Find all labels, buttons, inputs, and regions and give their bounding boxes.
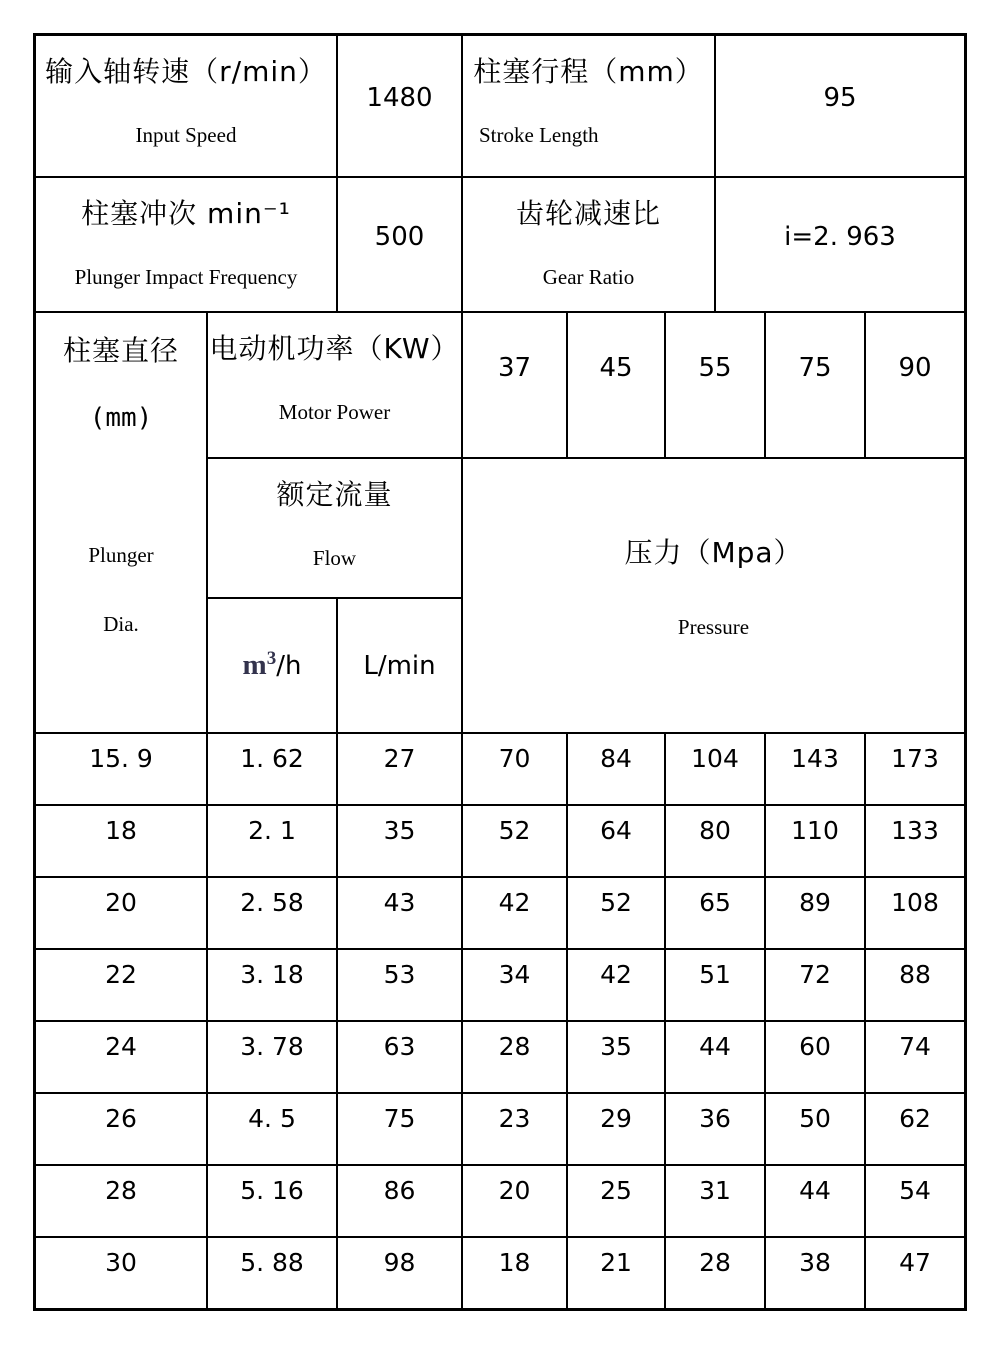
plunger-dia-label-zh: 柱塞直径 (62, 334, 179, 367)
pressure-value: 23 (462, 1093, 567, 1165)
table-row (35, 877, 965, 949)
pressure-header-cell (462, 458, 965, 733)
flow-m3h-value: 1. 62 (207, 733, 337, 805)
flow-unit-m3h (207, 598, 337, 733)
flow-m3h-value: 5. 16 (207, 1165, 337, 1237)
plunger-dia-value: 20 (35, 877, 207, 949)
pressure-value: 50 (765, 1093, 865, 1165)
pressure-value: 89 (765, 877, 865, 949)
flow-unit-m3h-rest: /h (276, 651, 302, 681)
pressure-value: 44 (665, 1021, 765, 1093)
input-speed-label-en: Input Speed (135, 123, 237, 147)
stroke-length-label-zh: 柱塞行程（mm） (473, 55, 704, 88)
input-speed-label-cell (35, 35, 337, 177)
pressure-value: 21 (567, 1237, 665, 1309)
plunger-dia-value: 28 (35, 1165, 207, 1237)
stroke-length-value-cell (715, 35, 965, 177)
flow-lmin-value: 27 (337, 733, 462, 805)
performance-table (34, 313, 966, 1310)
input-speed-label-zh: 输入轴转速（r/min） (45, 55, 327, 88)
flow-lmin-value: 86 (337, 1165, 462, 1237)
flow-m3h-value: 3. 78 (207, 1021, 337, 1093)
flow-unit-m3h-base: m (242, 649, 267, 681)
pressure-value: 54 (865, 1165, 965, 1237)
plunger-dia-value: 24 (35, 1021, 207, 1093)
pressure-value: 29 (567, 1093, 665, 1165)
plunger-dia-unit: (mm) (89, 403, 153, 433)
pressure-value: 74 (865, 1021, 965, 1093)
header-row-motor-power (35, 313, 965, 458)
flow-lmin-value: 75 (337, 1093, 462, 1165)
motor-power-value: 55 (698, 353, 732, 383)
flow-m3h-value: 5. 88 (207, 1237, 337, 1309)
flow-label-zh: 额定流量 (276, 478, 393, 511)
table-outer-border (33, 33, 967, 1311)
flow-lmin-value: 35 (337, 805, 462, 877)
table-row (35, 805, 965, 877)
motor-power-value: 90 (898, 353, 932, 383)
pressure-value: 44 (765, 1165, 865, 1237)
pressure-value: 20 (462, 1165, 567, 1237)
flow-lmin-value: 43 (337, 877, 462, 949)
pressure-label-en: Pressure (677, 615, 750, 639)
plunger-dia-label-en-1: Plunger (88, 543, 154, 567)
plunger-dia-label-en-2: Dia. (103, 612, 139, 636)
pressure-value: 42 (567, 949, 665, 1021)
pressure-value: 25 (567, 1165, 665, 1237)
pressure-label-zh: 压力（Mpa） (624, 536, 803, 569)
pressure-value: 42 (462, 877, 567, 949)
flow-m3h-value: 4. 5 (207, 1093, 337, 1165)
gear-ratio-label-en: Gear Ratio (542, 265, 635, 289)
pressure-value: 70 (462, 733, 567, 805)
pressure-value: 18 (462, 1237, 567, 1309)
flow-m3h-value: 2. 1 (207, 805, 337, 877)
input-speed-value-cell (337, 35, 462, 177)
stroke-length-value: 95 (823, 83, 857, 113)
motor-power-value-cell (765, 313, 865, 458)
plunger-frequency-value: 500 (374, 221, 425, 252)
spec-table (34, 34, 966, 313)
motor-power-value-cell (865, 313, 965, 458)
pressure-value: 104 (665, 733, 765, 805)
motor-power-value-cell (567, 313, 665, 458)
table-row (35, 949, 965, 1021)
pressure-value: 34 (462, 949, 567, 1021)
flow-unit-lmin-label: L/min (363, 650, 436, 681)
pressure-value: 36 (665, 1093, 765, 1165)
flow-label-en: Flow (312, 546, 357, 570)
flow-unit-m3h-superscript: 3 (266, 648, 277, 669)
flow-m3h-value: 3. 18 (207, 949, 337, 1021)
motor-power-label-cell (207, 313, 462, 458)
flow-label-cell (207, 458, 462, 598)
motor-power-label-en: Motor Power (278, 400, 391, 424)
pressure-value: 28 (665, 1237, 765, 1309)
motor-power-value: 75 (798, 353, 832, 383)
plunger-frequency-value-cell (337, 177, 462, 312)
pressure-value: 84 (567, 733, 665, 805)
pressure-value: 51 (665, 949, 765, 1021)
stroke-length-label-cell (462, 35, 715, 177)
pressure-value: 133 (865, 805, 965, 877)
table-row (35, 1021, 965, 1093)
motor-power-value-cell (462, 313, 567, 458)
pressure-value: 52 (462, 805, 567, 877)
input-speed-value: 1480 (366, 83, 433, 113)
plunger-dia-value: 18 (35, 805, 207, 877)
motor-power-label-zh: 电动机功率（KW） (209, 332, 460, 365)
pressure-value: 64 (567, 805, 665, 877)
flow-lmin-value: 53 (337, 949, 462, 1021)
flow-lmin-value: 63 (337, 1021, 462, 1093)
gear-ratio-label-zh: 齿轮减速比 (515, 197, 661, 230)
plunger-dia-header-cell (35, 313, 207, 733)
table-row (35, 1165, 965, 1237)
pressure-value: 52 (567, 877, 665, 949)
motor-power-value: 45 (599, 353, 633, 383)
pressure-value: 47 (865, 1237, 965, 1309)
spec-row-plunger-frequency (35, 177, 965, 312)
gear-ratio-label-cell (462, 177, 715, 312)
pressure-value: 110 (765, 805, 865, 877)
gear-ratio-value-cell (715, 177, 965, 312)
pressure-value: 65 (665, 877, 765, 949)
table-row (35, 1237, 965, 1309)
pressure-value: 173 (865, 733, 965, 805)
pressure-value: 72 (765, 949, 865, 1021)
pressure-value: 62 (865, 1093, 965, 1165)
gear-ratio-value: i=2. 963 (784, 221, 896, 252)
spec-sheet (33, 33, 967, 1315)
pressure-value: 31 (665, 1165, 765, 1237)
spec-row-input-speed (35, 35, 965, 177)
pressure-value: 35 (567, 1021, 665, 1093)
plunger-frequency-label-en: Plunger Impact Frequency (74, 265, 298, 289)
flow-m3h-value: 2. 58 (207, 877, 337, 949)
plunger-dia-value: 30 (35, 1237, 207, 1309)
plunger-dia-value: 26 (35, 1093, 207, 1165)
pressure-value: 88 (865, 949, 965, 1021)
plunger-frequency-label-zh: 柱塞冲次 min⁻¹ (81, 197, 291, 230)
flow-lmin-value: 98 (337, 1237, 462, 1309)
flow-unit-lmin (337, 598, 462, 733)
pressure-value: 80 (665, 805, 765, 877)
pressure-value: 143 (765, 733, 865, 805)
pressure-value: 28 (462, 1021, 567, 1093)
pressure-value: 60 (765, 1021, 865, 1093)
plunger-dia-value: 22 (35, 949, 207, 1021)
motor-power-value-cell (665, 313, 765, 458)
stroke-length-label-en: Stroke Length (479, 123, 599, 147)
table-row (35, 1093, 965, 1165)
motor-power-value: 37 (497, 353, 532, 383)
table-row (35, 733, 965, 805)
pressure-value: 108 (865, 877, 965, 949)
pressure-value: 38 (765, 1237, 865, 1309)
plunger-dia-value: 15. 9 (35, 733, 207, 805)
plunger-frequency-label-cell (35, 177, 337, 312)
